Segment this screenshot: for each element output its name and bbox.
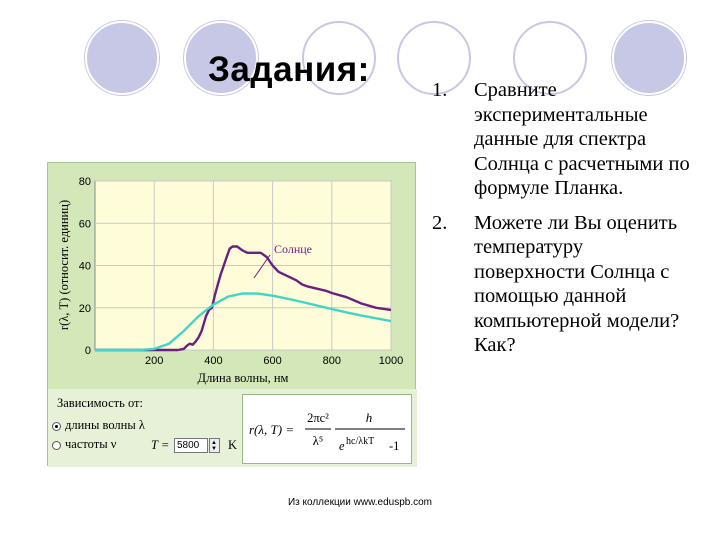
task-text: Сравните экспериментальные данные для спектра Солнца с расчетными по формуле Планка. — [474, 79, 690, 199]
x-tick-label: 200 — [145, 355, 164, 367]
temperature-unit: K — [228, 438, 238, 452]
task-number: 1. — [432, 79, 448, 101]
temperature-label: T = — [151, 438, 170, 452]
formula-lhs: r(λ, T) = — [249, 422, 295, 437]
temperature-input[interactable]: 5800 — [174, 438, 208, 453]
annotation-label: Солнце — [274, 242, 313, 256]
x-tick-label: 1000 — [378, 355, 404, 367]
y-tick-label: 60 — [78, 218, 91, 231]
formula-den1: λ⁵ — [312, 434, 324, 448]
formula-den2-exp: hc/λkT — [346, 436, 375, 447]
spectrum-chart — [48, 163, 415, 389]
task-number: 2. — [432, 211, 448, 234]
task-item — [432, 78, 692, 201]
radio-wavelength-label[interactable]: длины волны λ — [65, 418, 145, 432]
footer-credit: Из коллекции www.eduspb.com — [287, 497, 433, 508]
x-tick-label: 800 — [322, 355, 341, 367]
task-text: Можете ли Вы оценить температуру поверхности Солнца с помощью данной компьютерной модели? Как? — [474, 211, 680, 356]
planck-formula — [242, 394, 412, 464]
x-tick-label: 400 — [204, 355, 223, 367]
y-tick-label: 20 — [78, 302, 91, 315]
y-tick-labels — [79, 176, 91, 357]
y-tick-label: 80 — [78, 176, 91, 188]
decor-circle-1 — [85, 21, 159, 95]
y-tick-label: 0 — [84, 345, 91, 357]
formula-den2-tail: -1 — [389, 439, 400, 453]
task-item — [432, 211, 692, 358]
task-list — [432, 78, 692, 368]
radio-wavelength[interactable] — [52, 422, 61, 431]
y-axis-label: r(λ, T) (относит. единиц) — [57, 199, 71, 331]
x-tick-labels — [145, 355, 403, 367]
planck-applet — [47, 162, 416, 466]
slide-title: Задания: — [208, 50, 370, 89]
radio-frequency-label[interactable]: частоты ν — [65, 437, 117, 451]
formula-den2-base: e — [339, 439, 345, 453]
x-axis-label: Длина волны, нм — [197, 371, 289, 385]
formula-num2: h — [365, 410, 373, 425]
y-tick-label: 40 — [78, 260, 91, 273]
depends-label: Зависимость от: — [57, 396, 143, 410]
x-tick-label: 600 — [263, 355, 282, 367]
spinner-down-icon[interactable]: ▼ — [211, 446, 217, 452]
spinner-up-icon[interactable]: ▲ — [211, 440, 217, 446]
radio-frequency[interactable] — [52, 441, 61, 450]
formula-num1: 2πc² — [307, 411, 329, 425]
temperature-spinner[interactable] — [209, 438, 220, 453]
controls-panel — [48, 389, 417, 467]
